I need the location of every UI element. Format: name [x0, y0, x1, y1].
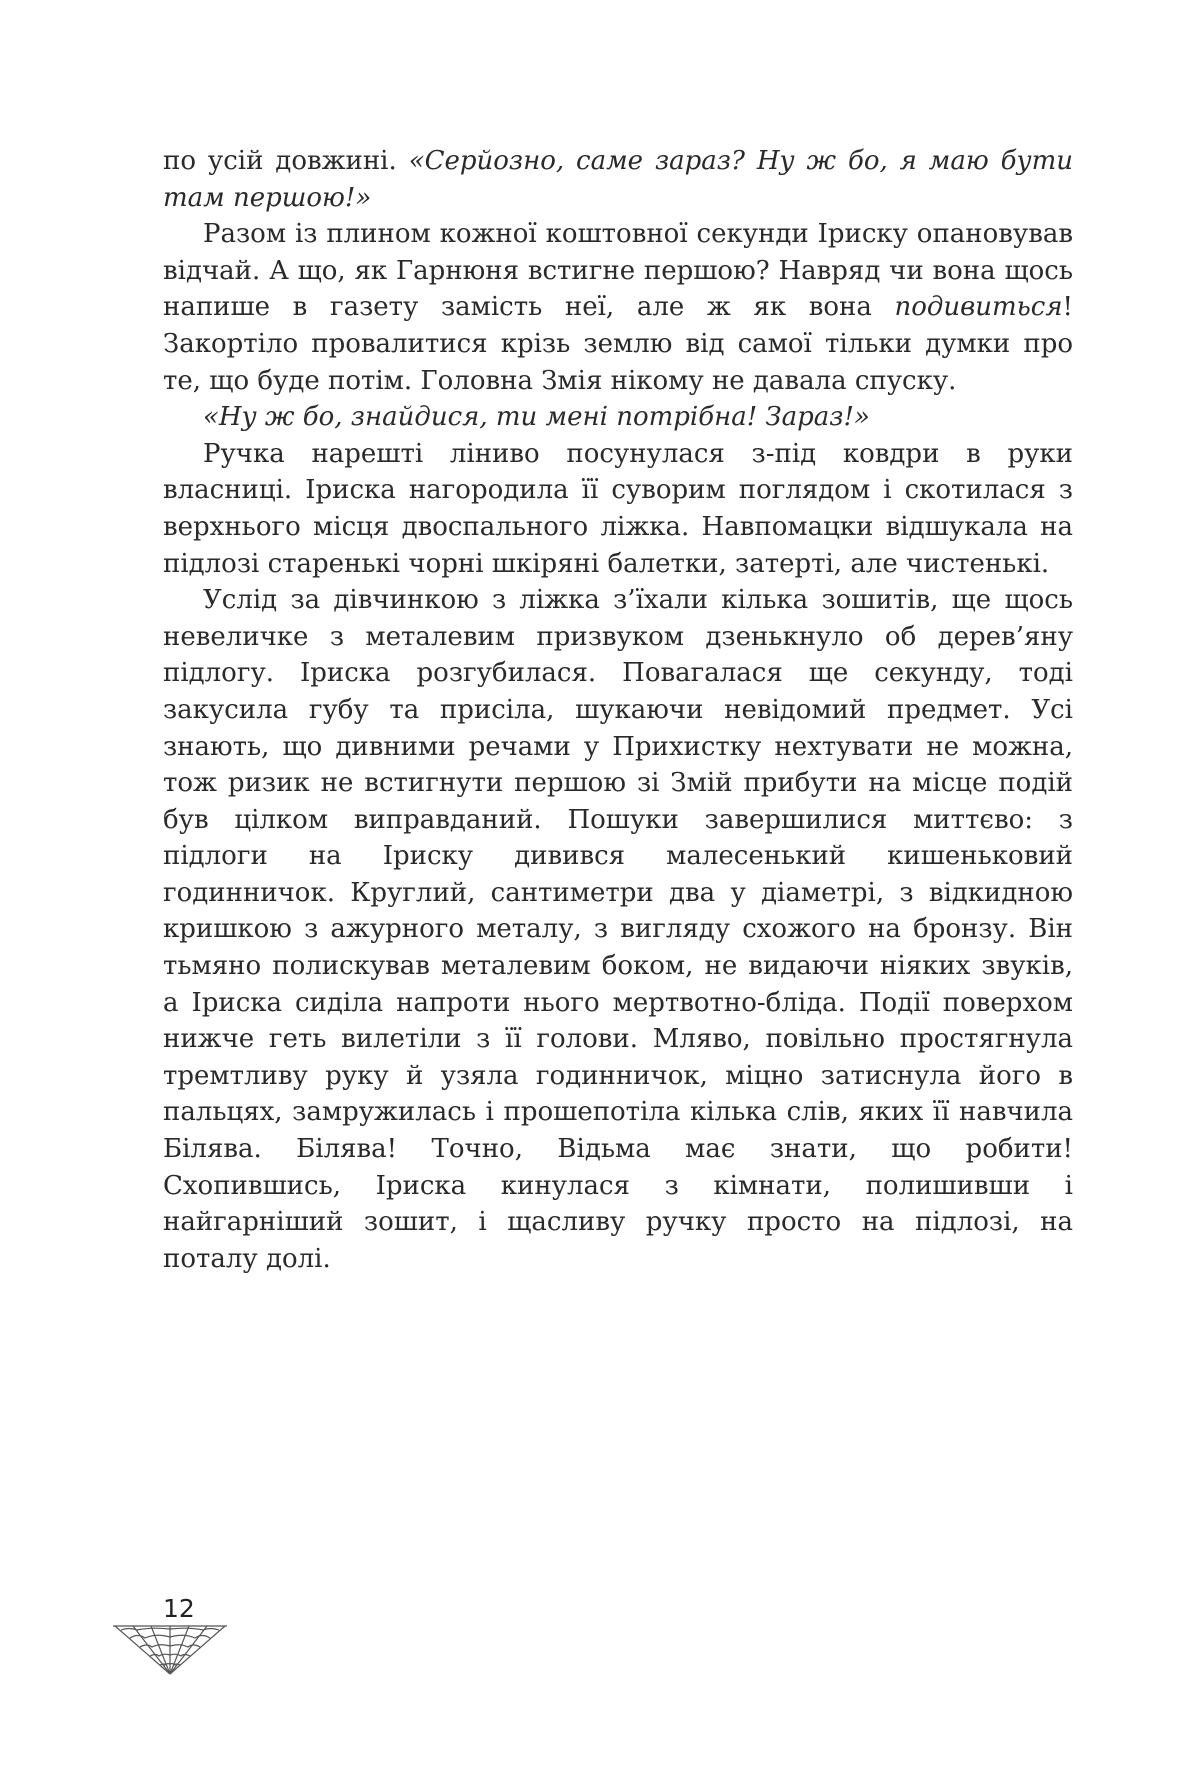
paragraph	[163, 436, 1073, 582]
quoted-thought: «Ну ж бо, знайдися, ти мені потрібна! Зараз!»	[203, 402, 870, 433]
quoted-thought: «Серйозно, саме зараз? Ну ж бо, я маю бути там першою!»	[163, 146, 1073, 213]
body-text	[163, 143, 1073, 1277]
paragraph-text: по усій довжині.	[163, 146, 409, 176]
paragraph-text: Услід за дівчинкою з ліжка з’їхали кілька зошитів, ще щось невеличке з металевим призвуком дзенькнуло об дерев’яну підлогу. Іриска розгубилася. Повагалася ще секунду, тоді закусила губу та присіла, шукаючи невідомий предмет. Усі знають, що дивними речами у Прихистку нехтувати не можна, тож ризик не встигнути першою зі Змій прибути на місце подій був цілком виправданий. Пошуки завершилися миттєво: з підлоги на Іриску дивився малесенький кишеньковий годинничок. Круглий, сантиметри два у діаметрі, з відкидною кришкою з ажурного металу, з вигляду схожого на бронзу. Він тьмяно полискував металевим боком, не видаючи ніяких звуків, а Іриска сиділа напроти нього мертвотно-бліда. Події поверхом нижче геть вилетіли з її голови. Мляво, повільно простягнула тремтливу руку й узяла годинничок, міцно затиснула його в пальцях, замружилась і прошепотіла кілька слів, яких її навчила Білява. Білява! Точно, Відьма має знати, що робити! Схопившись, Іриска кинулася з кімнати, полишивши і найгарніший зошит, і щасливу ручку просто на підлозі, на поталу долі.	[163, 585, 1073, 1274]
paragraph	[163, 216, 1073, 399]
page-number: 12	[163, 1594, 195, 1623]
paragraph-text: Разом із плином кожної коштовної секунди Іриску опановував відчай. А що, як Гарнюня встигне першою? Навряд чи вона щось напише в газету замість неї, але ж як вона	[163, 219, 1073, 323]
spiderweb-icon	[113, 1624, 227, 1676]
paragraph	[163, 582, 1073, 1277]
paragraph-text: Ручка нарешті ліниво посунулася з-під ковдри в руки власниці. Іриска нагородила її суворим поглядом і скотилася з верхнього місця двоспального ліжка. Навпомацки відшукала на підлозі старенькі чорні шкіряні балетки, затерті, але чистенькі.	[163, 438, 1073, 579]
paragraph	[163, 143, 1073, 216]
paragraph	[163, 399, 1073, 436]
emphasis-text: подивиться	[894, 292, 1063, 323]
paragraph-text: ! Закортіло провалитися крізь землю від самої тільки думки про те, що буде потім. Головна Змія нікому не давала спуску.	[163, 292, 1073, 396]
